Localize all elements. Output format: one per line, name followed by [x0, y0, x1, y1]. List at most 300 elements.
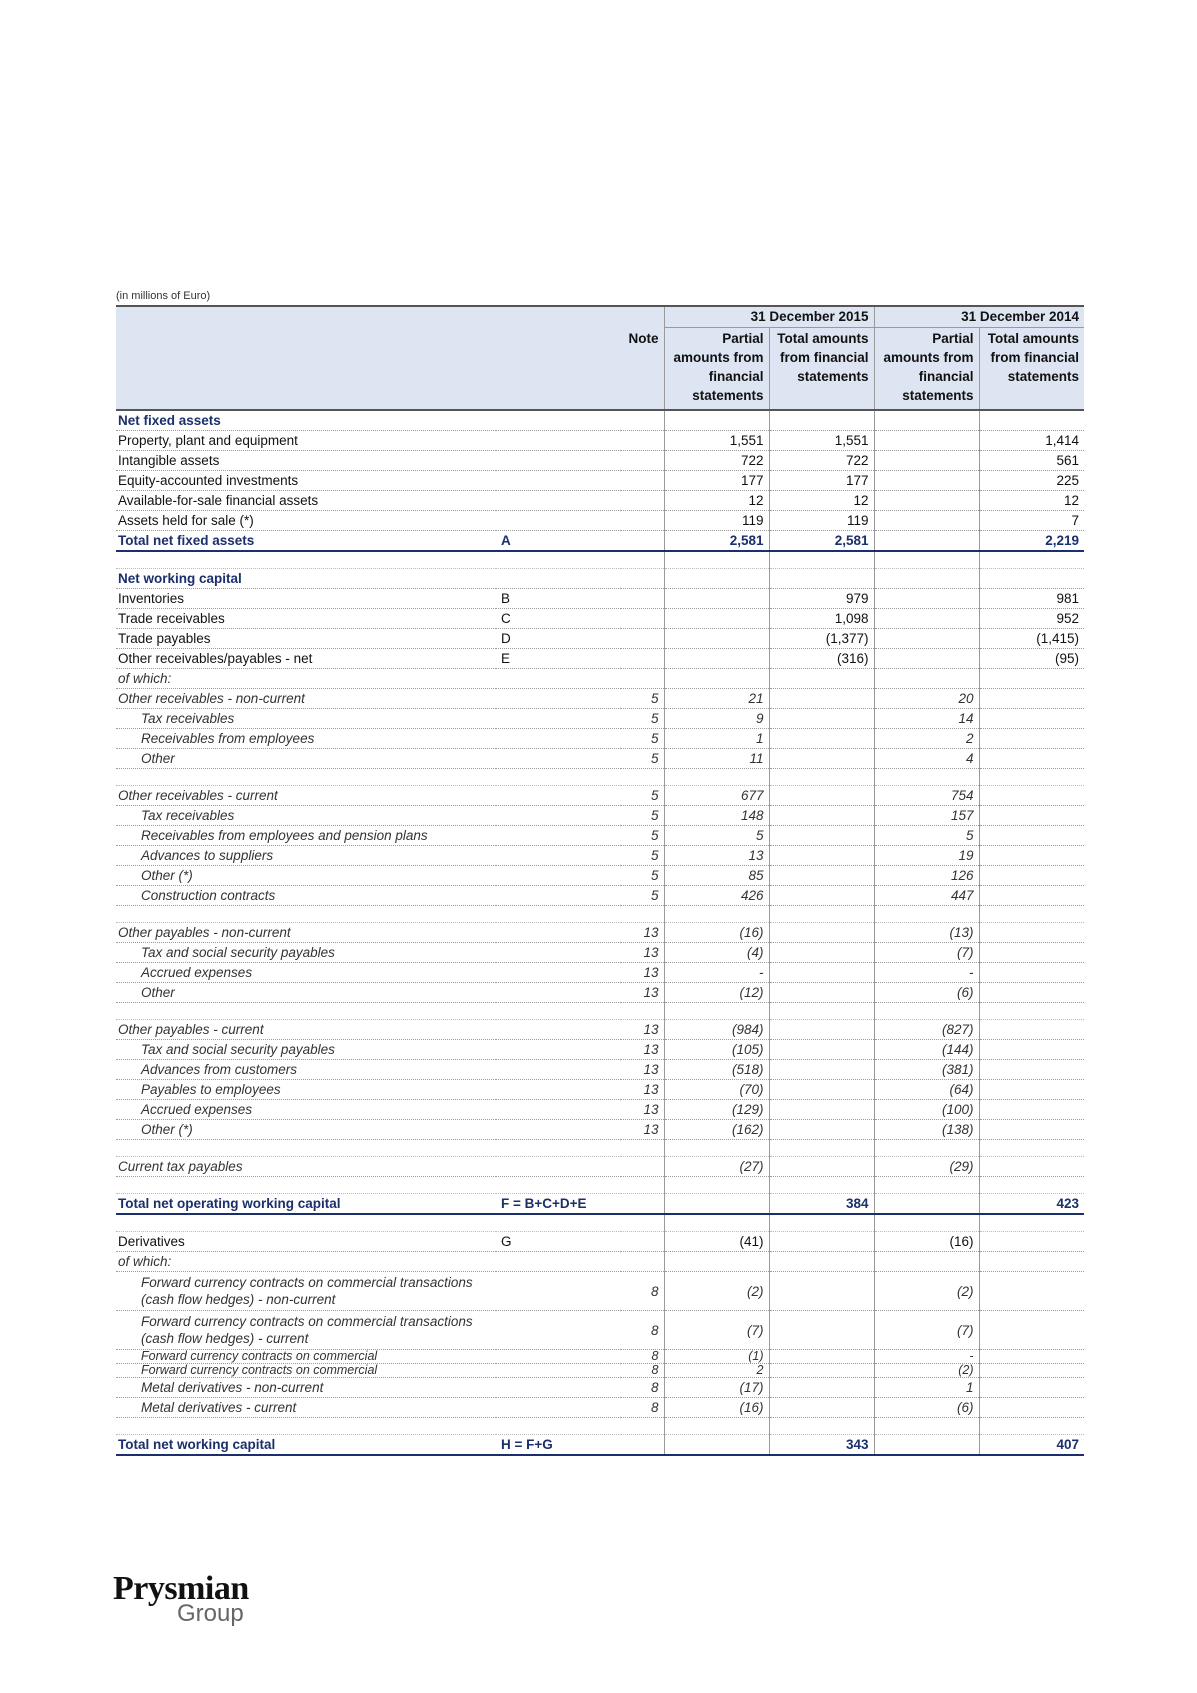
partial-2015-value: 148 — [664, 806, 769, 826]
table-row — [116, 1157, 1084, 1177]
partial-2015-value: (129) — [664, 1100, 769, 1120]
total-2014-value — [979, 1398, 1084, 1418]
table-row — [116, 1311, 1084, 1350]
spacer-cell — [664, 1214, 769, 1232]
row-label: of which: — [116, 1252, 496, 1272]
row-code — [496, 1311, 621, 1350]
row-code — [496, 431, 621, 451]
total-2014-value — [979, 846, 1084, 866]
table-row — [116, 569, 1084, 589]
row-label: Forward currency contracts on commercial transactions (cash flow hedges) - current — [116, 1311, 496, 1350]
partial-2015-value: - — [664, 963, 769, 983]
spacer-cell — [621, 1003, 664, 1020]
total-2014-value: 225 — [979, 471, 1084, 491]
row-label: Forward currency contracts on commercial — [116, 1350, 496, 1364]
total-2015-value — [769, 886, 874, 906]
table-row — [116, 491, 1084, 511]
partial-2014-value: (16) — [874, 1232, 979, 1252]
row-label: Receivables from employees — [116, 729, 496, 749]
partial-2015-value: (984) — [664, 1020, 769, 1040]
table-row — [116, 471, 1084, 491]
row-note: 13 — [621, 963, 664, 983]
spacer-row — [116, 1140, 1084, 1157]
total-2015-value — [769, 786, 874, 806]
total-2014-value: 1,414 — [979, 431, 1084, 451]
row-note — [621, 431, 664, 451]
partial-2015-value: 13 — [664, 846, 769, 866]
row-note — [621, 1252, 664, 1272]
spacer-cell — [664, 1003, 769, 1020]
spacer-cell — [621, 1140, 664, 1157]
spacer-row — [116, 1418, 1084, 1435]
header-columns-row — [116, 328, 1084, 411]
total-2015-value: 384 — [769, 1194, 874, 1215]
row-note — [621, 451, 664, 471]
row-note — [621, 1157, 664, 1177]
row-label: Forward currency contracts on commercial — [116, 1364, 496, 1378]
total-2014-value — [979, 1364, 1084, 1378]
header-note: Note — [621, 328, 664, 411]
table-row — [116, 826, 1084, 846]
header-year-row — [116, 306, 1084, 328]
spacer-cell — [979, 1177, 1084, 1194]
spacer-cell — [979, 906, 1084, 923]
row-note: 5 — [621, 689, 664, 709]
partial-2015-value: (2) — [664, 1272, 769, 1311]
total-2014-value — [979, 786, 1084, 806]
row-code — [496, 963, 621, 983]
partial-2014-value: (6) — [874, 1398, 979, 1418]
partial-2015-value: (1) — [664, 1350, 769, 1364]
row-label: Total net operating working capital — [116, 1194, 496, 1215]
partial-2014-value: (13) — [874, 923, 979, 943]
row-code — [496, 410, 621, 431]
spacer-cell — [979, 1214, 1084, 1232]
table-row — [116, 1080, 1084, 1100]
partial-2015-value: 85 — [664, 866, 769, 886]
total-2014-value — [979, 1350, 1084, 1364]
row-note: 8 — [621, 1311, 664, 1350]
row-code — [496, 491, 621, 511]
total-2015-value — [769, 1272, 874, 1311]
row-note — [621, 649, 664, 669]
partial-2015-value: (16) — [664, 923, 769, 943]
total-2014-value — [979, 806, 1084, 826]
row-note: 5 — [621, 866, 664, 886]
table-row — [116, 886, 1084, 906]
spacer-cell — [496, 769, 621, 786]
partial-2015-value: 9 — [664, 709, 769, 729]
spacer-cell — [769, 1177, 874, 1194]
total-2014-value — [979, 963, 1084, 983]
row-code — [496, 1350, 621, 1364]
spacer-cell — [979, 1418, 1084, 1435]
row-label: Trade receivables — [116, 609, 496, 629]
total-2014-value — [979, 569, 1084, 589]
table-row — [116, 689, 1084, 709]
spacer-row — [116, 1003, 1084, 1020]
row-label: Other payables - non-current — [116, 923, 496, 943]
table-row — [116, 1120, 1084, 1140]
partial-2015-value — [664, 1435, 769, 1456]
spacer-cell — [621, 1177, 664, 1194]
total-2015-value: 979 — [769, 589, 874, 609]
row-code — [496, 669, 621, 689]
row-label: Total net working capital — [116, 1435, 496, 1456]
total-2015-value — [769, 1378, 874, 1398]
row-code — [496, 786, 621, 806]
row-note: 5 — [621, 846, 664, 866]
partial-2015-value: 177 — [664, 471, 769, 491]
partial-2015-value: (17) — [664, 1378, 769, 1398]
partial-2014-value: (2) — [874, 1364, 979, 1378]
spacer-cell — [769, 1140, 874, 1157]
table-row — [116, 511, 1084, 531]
total-2015-value — [769, 1100, 874, 1120]
partial-2015-value: 1,551 — [664, 431, 769, 451]
total-2015-value — [769, 1398, 874, 1418]
partial-2015-value: (12) — [664, 983, 769, 1003]
partial-2014-value: (7) — [874, 943, 979, 963]
spacer-cell — [769, 1418, 874, 1435]
row-label: Property, plant and equipment — [116, 431, 496, 451]
spacer-cell — [496, 906, 621, 923]
table-row — [116, 1435, 1084, 1456]
row-note — [621, 471, 664, 491]
total-2014-value — [979, 1040, 1084, 1060]
net-working-capital-table — [116, 305, 1084, 1456]
partial-2014-value: (2) — [874, 1272, 979, 1311]
row-code: H = F+G — [496, 1435, 621, 1456]
header-partial-2015: Partial amounts from financial statements — [664, 328, 769, 411]
spacer-cell — [769, 1214, 874, 1232]
partial-2015-value: 21 — [664, 689, 769, 709]
total-2014-value — [979, 749, 1084, 769]
row-note: 13 — [621, 1020, 664, 1040]
row-note: 5 — [621, 806, 664, 826]
row-note: 5 — [621, 886, 664, 906]
total-2014-value — [979, 983, 1084, 1003]
total-2015-value — [769, 729, 874, 749]
partial-2014-value: 1 — [874, 1378, 979, 1398]
row-label: Other payables - current — [116, 1020, 496, 1040]
partial-2015-value: 2 — [664, 1364, 769, 1378]
table-row — [116, 1378, 1084, 1398]
row-label: Other (*) — [116, 1120, 496, 1140]
partial-2015-value: 426 — [664, 886, 769, 906]
table-row — [116, 786, 1084, 806]
spacer-cell — [116, 1418, 496, 1435]
row-label: Payables to employees — [116, 1080, 496, 1100]
partial-2015-value: 12 — [664, 491, 769, 511]
row-code — [496, 1378, 621, 1398]
total-2015-value: 1,551 — [769, 431, 874, 451]
row-label: Tax and social security payables — [116, 943, 496, 963]
partial-2014-value: (64) — [874, 1080, 979, 1100]
total-2015-value — [769, 1040, 874, 1060]
row-label: of which: — [116, 669, 496, 689]
row-label: Current tax payables — [116, 1157, 496, 1177]
table-row — [116, 1060, 1084, 1080]
partial-2014-value — [874, 649, 979, 669]
total-2014-value — [979, 689, 1084, 709]
partial-2014-value — [874, 511, 979, 531]
spacer-cell — [116, 1003, 496, 1020]
total-2014-value — [979, 886, 1084, 906]
row-label: Trade payables — [116, 629, 496, 649]
row-code: F = B+C+D+E — [496, 1194, 621, 1215]
row-code — [496, 1364, 621, 1378]
spacer-cell — [979, 1140, 1084, 1157]
partial-2014-value — [874, 451, 979, 471]
table-row — [116, 806, 1084, 826]
partial-2015-value: (16) — [664, 1398, 769, 1418]
total-2014-value — [979, 729, 1084, 749]
partial-2014-value — [874, 569, 979, 589]
table-row — [116, 589, 1084, 609]
partial-2014-value: (6) — [874, 983, 979, 1003]
row-label: Net working capital — [116, 569, 496, 589]
table-row — [116, 1272, 1084, 1311]
table-row — [116, 749, 1084, 769]
spacer-cell — [664, 769, 769, 786]
partial-2014-value — [874, 1194, 979, 1215]
partial-2015-value — [664, 1194, 769, 1215]
total-2015-value — [769, 866, 874, 886]
total-2015-value: 2,581 — [769, 531, 874, 552]
row-code — [496, 511, 621, 531]
row-note: 8 — [621, 1272, 664, 1311]
total-2015-value — [769, 943, 874, 963]
table-row — [116, 943, 1084, 963]
table-row — [116, 1040, 1084, 1060]
spacer-cell — [874, 1214, 979, 1232]
row-note — [621, 589, 664, 609]
row-note: 8 — [621, 1398, 664, 1418]
total-2015-value — [769, 826, 874, 846]
table-row — [116, 609, 1084, 629]
row-code — [496, 923, 621, 943]
row-note: 8 — [621, 1364, 664, 1378]
partial-2014-value — [874, 531, 979, 552]
row-code — [496, 451, 621, 471]
row-label: Construction contracts — [116, 886, 496, 906]
header-total-2015: Total amounts from financial statements — [769, 328, 874, 411]
total-2014-value — [979, 1311, 1084, 1350]
partial-2014-value: (138) — [874, 1120, 979, 1140]
table-row — [116, 729, 1084, 749]
row-note — [621, 569, 664, 589]
partial-2014-value: 157 — [874, 806, 979, 826]
spacer-cell — [496, 1003, 621, 1020]
row-code — [496, 1272, 621, 1311]
row-note: 13 — [621, 1100, 664, 1120]
row-note: 13 — [621, 1040, 664, 1060]
total-2015-value: 1,098 — [769, 609, 874, 629]
row-note: 13 — [621, 923, 664, 943]
total-2014-value — [979, 1157, 1084, 1177]
spacer-cell — [874, 1140, 979, 1157]
unit-note: (in millions of Euro) — [116, 290, 211, 302]
table-row — [116, 629, 1084, 649]
table-row — [116, 709, 1084, 729]
total-2015-value: 12 — [769, 491, 874, 511]
row-label: Other receivables - current — [116, 786, 496, 806]
partial-2014-value: (144) — [874, 1040, 979, 1060]
partial-2014-value — [874, 1252, 979, 1272]
spacer-cell — [116, 1214, 496, 1232]
row-code — [496, 1040, 621, 1060]
header-year-2014: 31 December 2014 — [874, 306, 1084, 328]
partial-2015-value — [664, 649, 769, 669]
partial-2015-value — [664, 589, 769, 609]
row-label: Other — [116, 983, 496, 1003]
row-label: Equity-accounted investments — [116, 471, 496, 491]
row-code — [496, 1157, 621, 1177]
row-code — [496, 1398, 621, 1418]
prysmian-group-logo — [113, 1572, 249, 1626]
logo-group: Group — [177, 1600, 244, 1627]
row-code: C — [496, 609, 621, 629]
row-code — [496, 1120, 621, 1140]
total-2015-value — [769, 983, 874, 1003]
total-2014-value — [979, 1252, 1084, 1272]
total-2015-value — [769, 669, 874, 689]
total-2015-value — [769, 1232, 874, 1252]
table-row — [116, 1364, 1084, 1378]
table-row — [116, 1194, 1084, 1215]
row-label: Available-for-sale financial assets — [116, 491, 496, 511]
spacer-cell — [979, 769, 1084, 786]
total-2014-value — [979, 866, 1084, 886]
spacer-cell — [621, 1418, 664, 1435]
total-2014-value — [979, 1272, 1084, 1311]
row-code — [496, 1252, 621, 1272]
table-row — [116, 1020, 1084, 1040]
partial-2014-value: (381) — [874, 1060, 979, 1080]
total-2015-value: 177 — [769, 471, 874, 491]
row-label: Accrued expenses — [116, 963, 496, 983]
total-2015-value — [769, 846, 874, 866]
table-row — [116, 846, 1084, 866]
total-2014-value: 7 — [979, 511, 1084, 531]
row-code — [496, 709, 621, 729]
logo-name: Prysmian — [113, 1570, 249, 1607]
total-2014-value — [979, 943, 1084, 963]
partial-2014-value: 126 — [874, 866, 979, 886]
row-note: 5 — [621, 729, 664, 749]
row-note — [621, 1194, 664, 1215]
table-row — [116, 451, 1084, 471]
table-row — [116, 1100, 1084, 1120]
row-note: 13 — [621, 1120, 664, 1140]
row-label: Tax receivables — [116, 806, 496, 826]
total-2014-value — [979, 410, 1084, 431]
row-label: Net fixed assets — [116, 410, 496, 431]
total-2015-value — [769, 1157, 874, 1177]
total-2014-value: 12 — [979, 491, 1084, 511]
total-2015-value — [769, 410, 874, 431]
row-code — [496, 749, 621, 769]
row-label: Intangible assets — [116, 451, 496, 471]
row-code — [496, 1080, 621, 1100]
partial-2015-value: (27) — [664, 1157, 769, 1177]
spacer-cell — [664, 551, 769, 569]
total-2014-value: 423 — [979, 1194, 1084, 1215]
partial-2015-value — [664, 609, 769, 629]
total-2014-value — [979, 1232, 1084, 1252]
spacer-cell — [664, 1418, 769, 1435]
row-note — [621, 531, 664, 552]
total-2014-value: 952 — [979, 609, 1084, 629]
spacer-cell — [769, 906, 874, 923]
row-code — [496, 1020, 621, 1040]
row-code — [496, 1060, 621, 1080]
partial-2014-value: (100) — [874, 1100, 979, 1120]
row-note — [621, 511, 664, 531]
total-2014-value: 981 — [979, 589, 1084, 609]
partial-2014-value — [874, 471, 979, 491]
total-2015-value — [769, 569, 874, 589]
row-note — [621, 1435, 664, 1456]
header-partial-2014: Partial amounts from financial statements — [874, 328, 979, 411]
partial-2014-value: (7) — [874, 1311, 979, 1350]
partial-2015-value — [664, 1252, 769, 1272]
total-2014-value — [979, 826, 1084, 846]
partial-2014-value: 2 — [874, 729, 979, 749]
row-label: Accrued expenses — [116, 1100, 496, 1120]
partial-2015-value: (7) — [664, 1311, 769, 1350]
row-note: 8 — [621, 1350, 664, 1364]
row-note: 13 — [621, 943, 664, 963]
table-row — [116, 866, 1084, 886]
row-code — [496, 886, 621, 906]
total-2014-value — [979, 1378, 1084, 1398]
table-row — [116, 531, 1084, 552]
row-note: 5 — [621, 786, 664, 806]
partial-2014-value — [874, 491, 979, 511]
spacer-cell — [116, 769, 496, 786]
row-note: 5 — [621, 709, 664, 729]
spacer-cell — [769, 769, 874, 786]
spacer-cell — [769, 1003, 874, 1020]
row-label: Tax and social security payables — [116, 1040, 496, 1060]
row-note — [621, 1232, 664, 1252]
spacer-row — [116, 551, 1084, 569]
row-label: Advances to suppliers — [116, 846, 496, 866]
row-label: Tax receivables — [116, 709, 496, 729]
row-note — [621, 669, 664, 689]
partial-2014-value: 20 — [874, 689, 979, 709]
spacer-row — [116, 906, 1084, 923]
total-2015-value — [769, 1120, 874, 1140]
table-row — [116, 669, 1084, 689]
partial-2015-value: (70) — [664, 1080, 769, 1100]
total-2014-value: 407 — [979, 1435, 1084, 1456]
total-2014-value — [979, 669, 1084, 689]
partial-2014-value — [874, 669, 979, 689]
total-2014-value — [979, 709, 1084, 729]
partial-2014-value: 5 — [874, 826, 979, 846]
row-code — [496, 1100, 621, 1120]
spacer-cell — [496, 1214, 621, 1232]
spacer-cell — [874, 906, 979, 923]
row-label: Derivatives — [116, 1232, 496, 1252]
row-label: Receivables from employees and pension plans — [116, 826, 496, 846]
spacer-cell — [874, 1177, 979, 1194]
partial-2015-value: 722 — [664, 451, 769, 471]
partial-2015-value — [664, 410, 769, 431]
